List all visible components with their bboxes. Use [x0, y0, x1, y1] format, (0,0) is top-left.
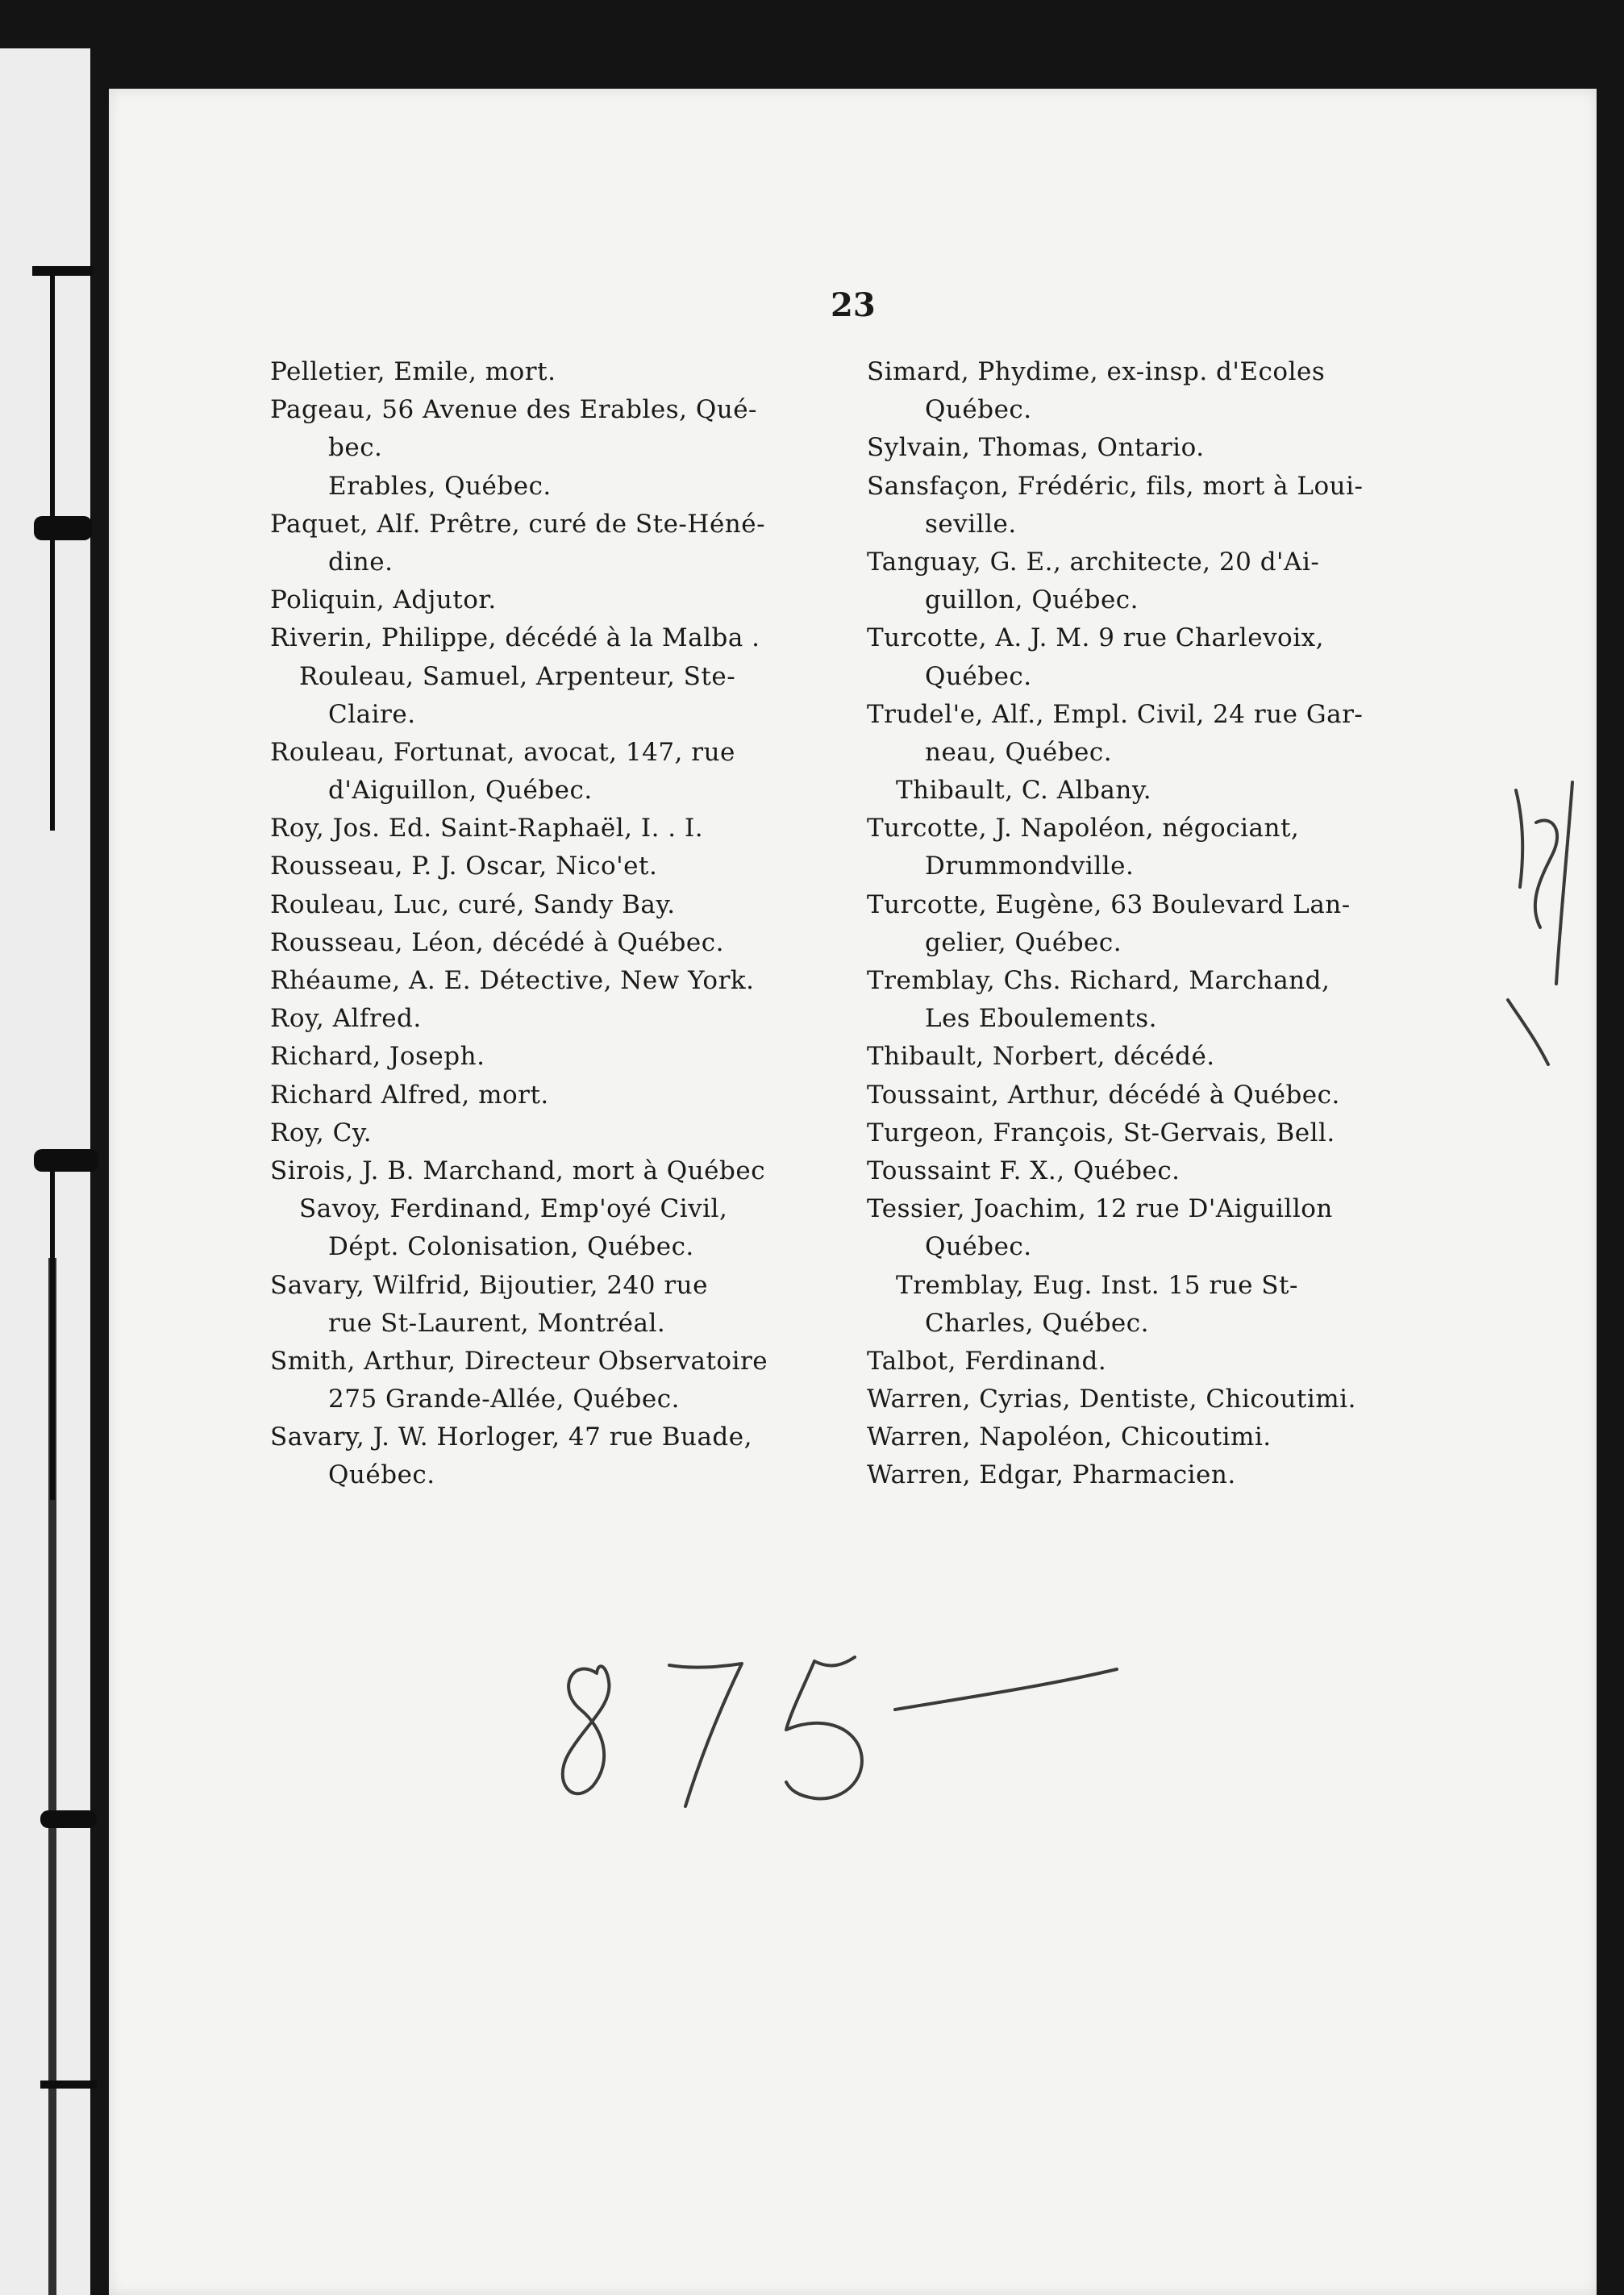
entry-line: Rousseau, Léon, décédé à Québec.	[270, 927, 724, 957]
entry-line: Sirois, J. B. Marchand, mort à Québec	[270, 1156, 766, 1185]
entry-line: Turgeon, François, St-Gervais, Bell.	[867, 1118, 1335, 1148]
entry-line: Warren, Napoléon, Chicoutimi.	[867, 1422, 1272, 1452]
handwritten-note-875	[548, 1633, 1129, 1843]
entry-line: Warren, Edgar, Pharmacien.	[867, 1460, 1236, 1490]
binding-notch	[40, 2080, 97, 2089]
margin-scribble	[1492, 774, 1589, 1081]
entry-line: Toussaint, Arthur, décédé à Québec.	[867, 1080, 1340, 1110]
entry-line: Québec.	[328, 1460, 435, 1490]
entry-line: Dépt. Colonisation, Québec.	[328, 1232, 694, 1262]
binding-notch	[32, 266, 93, 276]
entry-line: Warren, Cyrias, Dentiste, Chicoutimi.	[867, 1385, 1356, 1414]
entry-line: Simard, Phydime, ex-insp. d'Ecoles	[867, 357, 1326, 386]
binding-notch	[34, 1149, 98, 1172]
entry-line: Sylvain, Thomas, Ontario.	[867, 433, 1205, 463]
entry-line: Turcotte, A. J. M. 9 rue Charlevoix,	[867, 623, 1324, 653]
binding-notch	[40, 1810, 97, 1828]
entry-line: dine.	[328, 547, 394, 577]
left-column	[270, 353, 843, 1495]
entry-line: Poliquin, Adjutor.	[270, 585, 497, 615]
entry-line: 275 Grande-Allée, Québec.	[328, 1385, 680, 1414]
entry-line: Roy, Jos. Ed. Saint-Raphaël, I. . I.	[270, 814, 704, 843]
entry-line: Les Eboulements.	[925, 1004, 1157, 1034]
entry-line: Claire.	[328, 699, 416, 729]
entry-line: guillon, Québec.	[925, 585, 1139, 615]
binding-notch	[34, 516, 92, 540]
binding-mark	[50, 266, 55, 831]
entry-line: Pelletier, Emile, mort.	[270, 357, 556, 386]
entry-line: Erables, Québec.	[328, 471, 552, 501]
binding-mark	[48, 1258, 56, 2295]
entry-line: rue St-Laurent, Montréal.	[328, 1308, 666, 1338]
entry-line: Roy, Cy.	[270, 1118, 373, 1148]
entry-line: Tremblay, Eug. Inst. 15 rue St-	[896, 1270, 1298, 1300]
entry-line: Turcotte, Eugène, 63 Boulevard Lan-	[867, 889, 1351, 919]
entry-line: neau, Québec.	[925, 737, 1113, 767]
entry-line: Rousseau, P. J. Oscar, Nico'et.	[270, 852, 658, 881]
right-column	[867, 353, 1447, 1495]
entry-line: seville.	[925, 509, 1017, 539]
entry-line: Trudel'e, Alf., Empl. Civil, 24 rue Gar-	[867, 699, 1364, 729]
adjacent-page-edge	[0, 48, 90, 2295]
entry-line: Rouleau, Fortunat, avocat, 147, rue	[270, 737, 735, 767]
entry-line: Québec.	[925, 395, 1032, 425]
entry-line: Toussaint F. X., Québec.	[867, 1156, 1181, 1185]
entry-line: Savoy, Ferdinand, Emp'oyé Civil,	[299, 1194, 728, 1224]
entry-line: Smith, Arthur, Directeur Observatoire	[270, 1346, 768, 1376]
entry-line: Savary, Wilfrid, Bijoutier, 240 rue	[270, 1270, 708, 1300]
entry-line: Thibault, C. Albany.	[896, 776, 1152, 806]
entry-line: Tremblay, Chs. Richard, Marchand,	[867, 966, 1330, 995]
entry-line: Tanguay, G. E., architecte, 20 d'Ai-	[867, 547, 1320, 577]
entry-line: Rouleau, Samuel, Arpenteur, Ste-	[299, 661, 736, 691]
entry-line: Rhéaume, A. E. Détective, New York.	[270, 966, 755, 995]
entry-line: Turcotte, J. Napoléon, négociant,	[867, 814, 1300, 843]
entry-line: Tessier, Joachim, 12 rue D'Aiguillon	[867, 1194, 1333, 1224]
entry-line: bec.	[328, 433, 383, 463]
entry-line: Riverin, Philippe, décédé à la Malba .	[270, 623, 760, 653]
entry-line: Drummondville.	[925, 852, 1135, 881]
entry-line: gelier, Québec.	[925, 927, 1122, 957]
entry-line: Rouleau, Luc, curé, Sandy Bay.	[270, 889, 676, 919]
entry-line: Savary, J. W. Horloger, 47 rue Buade,	[270, 1422, 752, 1452]
entry-line: Richard, Joseph.	[270, 1042, 485, 1072]
entry-line: Richard Alfred, mort.	[270, 1080, 549, 1110]
entry-line: Roy, Alfred.	[270, 1004, 422, 1034]
page-number: 23	[831, 286, 876, 324]
entry-line: Talbot, Ferdinand.	[867, 1346, 1107, 1376]
entry-line: Pageau, 56 Avenue des Erables, Qué-	[270, 395, 758, 425]
entry-line: Paquet, Alf. Prêtre, curé de Ste-Héné-	[270, 509, 766, 539]
entry-line: Québec.	[925, 661, 1032, 691]
entry-line: Thibault, Norbert, décédé.	[867, 1042, 1215, 1072]
entry-line: Québec.	[925, 1232, 1032, 1262]
entry-line: Charles, Québec.	[925, 1308, 1149, 1338]
entry-line: d'Aiguillon, Québec.	[328, 776, 593, 806]
entry-line: Sansfaçon, Frédéric, fils, mort à Loui-	[867, 471, 1364, 501]
